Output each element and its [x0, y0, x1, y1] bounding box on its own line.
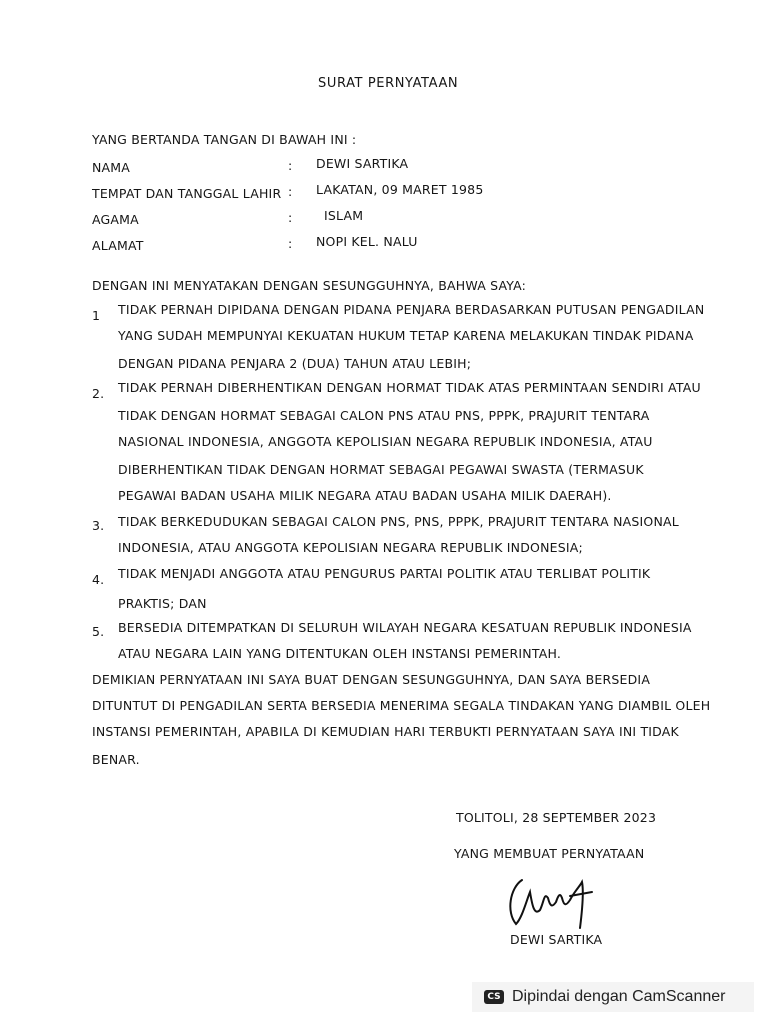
item-number: 5. — [92, 624, 105, 639]
closing-line: BENAR. — [92, 752, 140, 767]
colon-agama: : — [288, 210, 293, 225]
item-line: NASIONAL INDONESIA, ANGGOTA KEPOLISIAN NEGARA REPUBLIK INDONESIA, ATAU — [118, 434, 653, 449]
value-alamat: NOPI KEL. NALU — [316, 234, 418, 249]
item-number: 1 — [92, 308, 101, 323]
value-ttl: LAKATAN, 09 MARET 1985 — [316, 182, 484, 197]
item-line: YANG SUDAH MEMPUNYAI KEKUATAN HUKUM TETAP KARENA MELAKUKAN TINDAK PIDANA — [118, 328, 694, 343]
signature-mark — [500, 862, 600, 932]
item-number: 2. — [92, 386, 105, 401]
colon-ttl: : — [288, 184, 293, 199]
item-line: TIDAK PERNAH DIBERHENTIKAN DENGAN HORMAT TIDAK ATAS PERMINTAAN SENDIRI ATAU — [118, 380, 701, 395]
item-line: ATAU NEGARA LAIN YANG DITENTUKAN OLEH INSTANSI PEMERINTAH. — [118, 646, 561, 661]
watermark-text: Dipindai dengan CamScanner — [512, 988, 726, 1005]
item-line: INDONESIA, ATAU ANGGOTA KEPOLISIAN NEGARA REPUBLIK INDONESIA; — [118, 540, 583, 555]
item-line: TIDAK MENJADI ANGGOTA ATAU PENGURUS PARTAI POLITIK ATAU TERLIBAT POLITIK — [118, 566, 651, 581]
place-date: TOLITOLI, 28 SEPTEMBER 2023 — [456, 810, 657, 825]
item-line: TIDAK PERNAH DIPIDANA DENGAN PIDANA PENJARA BERDASARKAN PUTUSAN PENGADILAN — [118, 302, 705, 317]
camscanner-watermark — [472, 982, 754, 1012]
declaration-intro: DENGAN INI MENYATAKAN DENGAN SESUNGGUHNYA, BAHWA SAYA: — [92, 278, 527, 293]
colon-alamat: : — [288, 236, 293, 251]
label-nama: NAMA — [92, 160, 131, 175]
item-line: BERSEDIA DITEMPATKAN DI SELURUH WILAYAH NEGARA KESATUAN REPUBLIK INDONESIA — [118, 620, 692, 635]
label-ttl: TEMPAT DAN TANGGAL LAHIR — [92, 186, 282, 201]
value-nama: DEWI SARTIKA — [316, 156, 409, 171]
item-line: DIBERHENTIKAN TIDAK DENGAN HORMAT SEBAGAI PEGAWAI SWASTA (TERMASUK — [118, 462, 644, 477]
closing-line: DEMIKIAN PERNYATAAN INI SAYA BUAT DENGAN SESUNGGUHNYA, DAN SAYA BERSEDIA — [92, 672, 651, 687]
item-number: 3. — [92, 518, 105, 533]
item-line: TIDAK BERKEDUDUKAN SEBAGAI CALON PNS, PNS, PPPK, PRAJURIT TENTARA NASIONAL — [118, 514, 679, 529]
label-agama: AGAMA — [92, 212, 139, 227]
item-line: DENGAN PIDANA PENJARA 2 (DUA) TAHUN ATAU LEBIH; — [118, 356, 472, 371]
colon-nama: : — [288, 158, 293, 173]
document-title: SURAT PERNYATAAN — [318, 76, 459, 91]
label-alamat: ALAMAT — [92, 238, 144, 253]
item-line: PRAKTIS; DAN — [118, 596, 207, 611]
item-line: TIDAK DENGAN HORMAT SEBAGAI CALON PNS ATAU PNS, PPPK, PRAJURIT TENTARA — [118, 408, 650, 423]
camscanner-logo-icon: CS — [484, 990, 504, 1004]
signer-role: YANG MEMBUAT PERNYATAAN — [454, 846, 645, 861]
closing-line: INSTANSI PEMERINTAH, APABILA DI KEMUDIAN HARI TERBUKTI PERNYATAAN SAYA INI TIDAK — [92, 724, 679, 739]
closing-line: DITUNTUT DI PENGADILAN SERTA BERSEDIA MENERIMA SEGALA TINDAKAN YANG DIAMBIL OLEH — [92, 698, 711, 713]
item-number: 4. — [92, 572, 105, 587]
intro-text: YANG BERTANDA TANGAN DI BAWAH INI : — [92, 132, 357, 147]
item-line: PEGAWAI BADAN USAHA MILIK NEGARA ATAU BADAN USAHA MILIK DAERAH). — [118, 488, 612, 503]
value-agama: ISLAM — [324, 208, 364, 223]
signer-name: DEWI SARTIKA — [510, 932, 603, 947]
